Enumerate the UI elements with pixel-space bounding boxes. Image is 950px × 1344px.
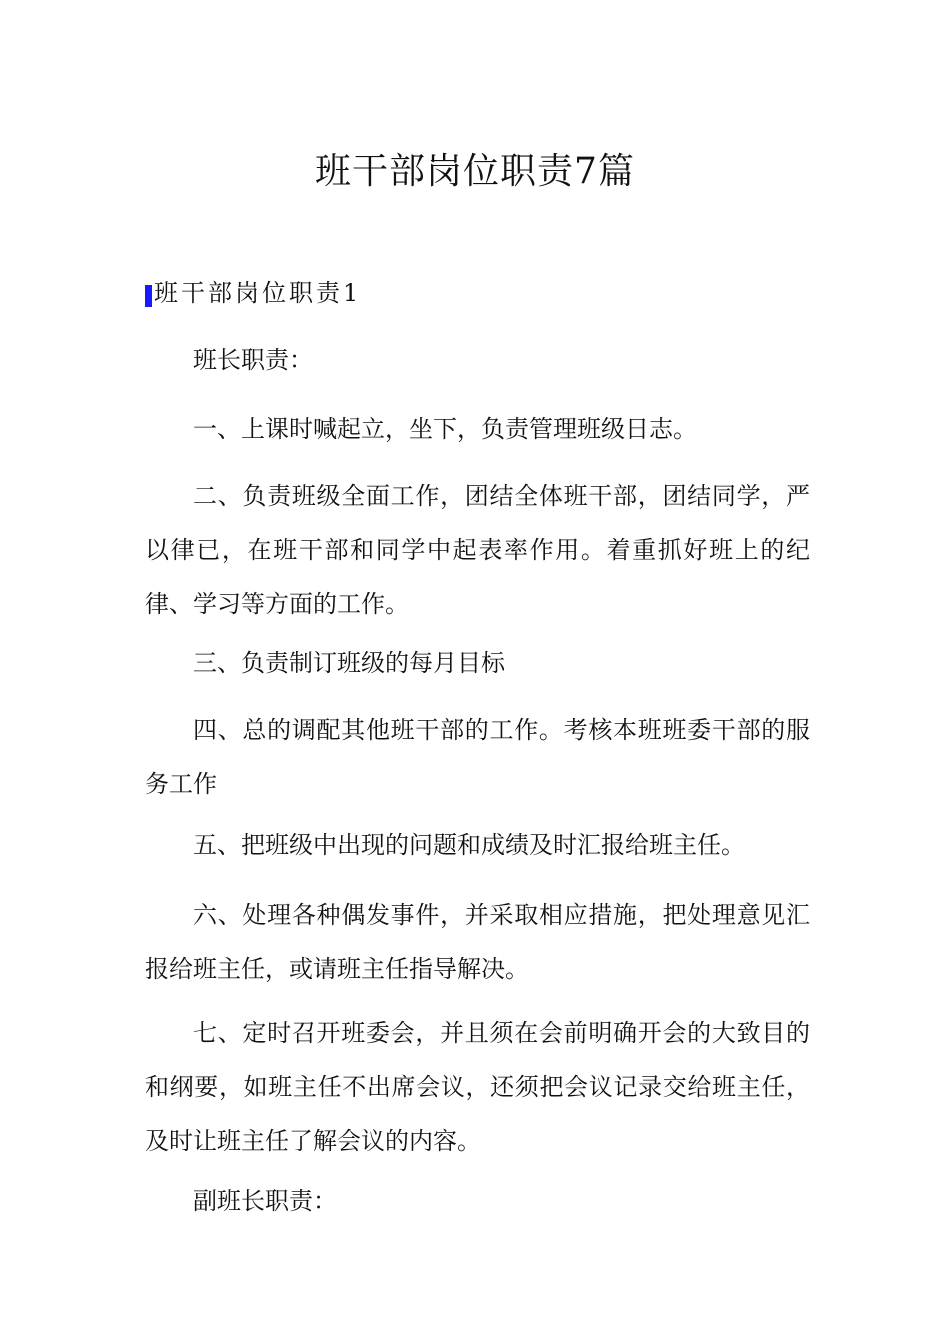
paragraph-4: 三、负责制订班级的每月目标 xyxy=(193,649,505,677)
paragraph-1: 班长职责： xyxy=(193,346,313,374)
paragraph-8: 七、定时召开班委会，并且须在会前明确开会的大致目的和纲要，如班主任不出席会议，还须把会议记录交给班主任，及时让班主任了解会议的内容。 xyxy=(145,1019,810,1155)
heading-marker-icon xyxy=(145,285,152,307)
paragraph-5: 四、总的调配其他班干部的工作。考核本班班委干部的服务工作 xyxy=(145,716,810,798)
paragraph-3: 二、负责班级全面工作，团结全体班干部，团结同学，严以律已，在班干部和同学中起表率作用。着重抓好班上的纪律、学习等方面的工作。 xyxy=(145,482,810,618)
paragraph-9: 副班长职责： xyxy=(193,1187,337,1215)
paragraph-7: 六、处理各种偶发事件，并采取相应措施，把处理意见汇报给班主任，或请班主任指导解决。 xyxy=(145,901,810,983)
section-heading-text: 班干部岗位职责1 xyxy=(154,279,362,307)
paragraph-6: 五、把班级中出现的问题和成绩及时汇报给班主任。 xyxy=(193,831,745,859)
section-heading xyxy=(145,276,361,310)
paragraph-2: 一、上课时喊起立，坐下，负责管理班级日志。 xyxy=(193,415,697,443)
document-title: 班干部岗位职责7篇 xyxy=(315,151,635,192)
